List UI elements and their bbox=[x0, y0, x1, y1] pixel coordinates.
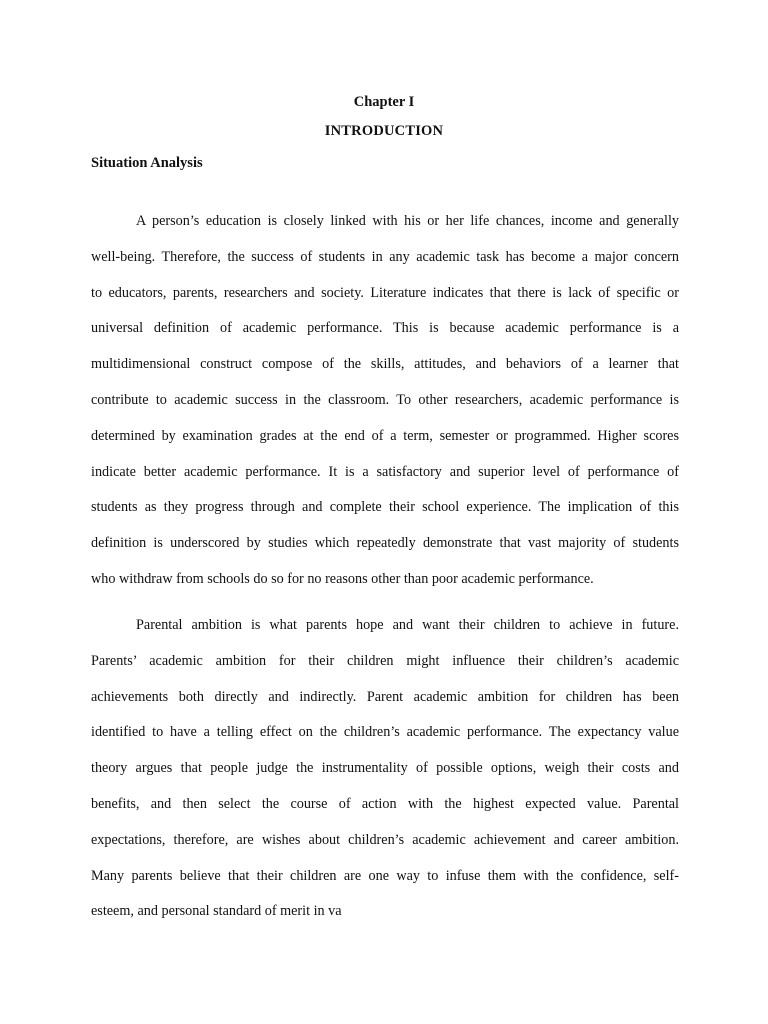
paragraph-line: universal definition of academic performance. This is because academic performance is a bbox=[91, 320, 679, 337]
paragraph-line: expectations, therefore, are wishes about children’s academic achievement and career ambition. bbox=[91, 831, 679, 848]
paragraph-line: definition is underscored by studies which repeatedly demonstrate that vast majority of students bbox=[91, 535, 679, 552]
paragraph-line: achievements both directly and indirectly. Parent academic ambition for children has been bbox=[91, 688, 679, 705]
paragraph-line: Many parents believe that their children are one way to infuse them with the confidence, self- bbox=[91, 867, 679, 884]
paragraph-line: A person’s education is closely linked with his or her life chances, income and generally bbox=[136, 213, 679, 229]
paragraph-line: indicate better academic performance. It is a satisfactory and superior level of performance of bbox=[91, 463, 679, 480]
chapter-title: INTRODUCTION bbox=[324, 123, 444, 139]
paragraph-line: Parental ambition is what parents hope and want their children to achieve in future. bbox=[136, 617, 679, 633]
paragraph-line: esteem, and personal standard of merit in va bbox=[91, 903, 342, 920]
paragraph-line: determined by examination grades at the end of a term, semester or programmed. Higher scores bbox=[91, 427, 679, 444]
paragraph-1 bbox=[91, 211, 679, 605]
section-heading: Situation Analysis bbox=[91, 155, 203, 171]
paragraph-line: students as they progress through and complete their school experience. The implication of this bbox=[91, 499, 679, 516]
paragraph-line: contribute to academic success in the classroom. To other researchers, academic performance is bbox=[91, 391, 679, 408]
paragraph-line: to educators, parents, researchers and society. Literature indicates that there is lack of specific or bbox=[91, 284, 679, 301]
paragraph-line: identified to have a telling effect on the children’s academic performance. The expectancy value bbox=[91, 724, 679, 741]
paragraph-line: theory argues that people judge the instrumentality of possible options, weigh their costs and bbox=[91, 760, 679, 777]
paragraph-line: multidimensional construct compose of the skills, attitudes, and behaviors of a learner that bbox=[91, 356, 679, 373]
chapter-label: Chapter I bbox=[353, 94, 415, 110]
paragraph-line: well-being. Therefore, the success of students in any academic task has become a major concern bbox=[91, 248, 679, 265]
paragraph-line: who withdraw from schools do so for no reasons other than poor academic performance. bbox=[91, 570, 594, 587]
paragraph-line: benefits, and then select the course of action with the highest expected value. Parental bbox=[91, 795, 679, 812]
paragraph-line: Parents’ academic ambition for their children might influence their children’s academic bbox=[91, 652, 679, 669]
paragraph-2 bbox=[91, 615, 679, 937]
